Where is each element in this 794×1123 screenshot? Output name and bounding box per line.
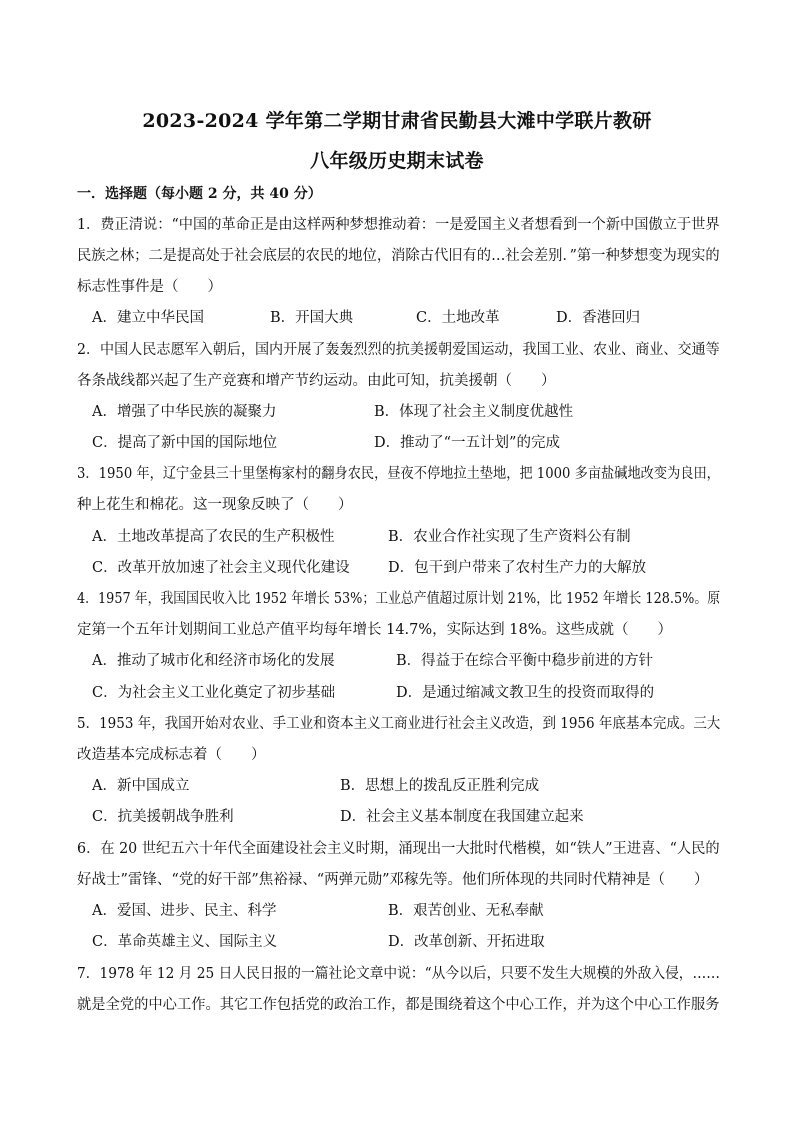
option-c[interactable]: C．为社会主义工业化奠定了初步基础 — [92, 685, 336, 701]
option-b[interactable]: B．艰苦创业、无私奉献 — [388, 903, 544, 919]
question-stem-line: 种上花生和棉花。这一现象反映了（ ） — [77, 497, 353, 513]
option-d[interactable]: D．改革创新、开拓进取 — [388, 934, 545, 950]
question-stem-line: 标志性事件是（ ） — [77, 279, 222, 295]
option-d[interactable]: D．社会主义基本制度在我国建立起来 — [340, 809, 584, 825]
option-a[interactable]: A．土地改革提高了农民的生产积极性 — [92, 529, 335, 545]
question-stem-line: 5．1953 年，我国开始对农业、手工业和资本主义工商业进行社会主义改造，到 1956 年底基本完成。三大 — [77, 716, 721, 732]
option-a[interactable]: A．爱国、进步、民主、科学 — [92, 903, 277, 919]
exam-title-line2: 八年级历史期末试卷 — [310, 150, 484, 172]
exam-title-line1: 2023-2024 学年第二学期甘肃省民勤县大滩中学联片教研 — [142, 110, 652, 132]
question-stem-line: 2．中国人民志愿军入朝后，国内开展了轰轰烈烈的抗美援朝爱国运动，我国工业、农业、商业、交通等 — [77, 342, 720, 358]
option-b[interactable]: B．思想上的拨乱反正胜利完成 — [340, 778, 540, 794]
option-b[interactable]: B．农业合作社实现了生产资料公有制 — [388, 529, 631, 545]
option-b[interactable]: B．体现了社会主义制度优越性 — [374, 404, 574, 420]
option-b[interactable]: B．得益于在综合平衡中稳步前进的方针 — [396, 653, 654, 669]
question-stem-line: 民族之林；二是提高处于社会底层的农民的地位，消除古代旧有的…社会差别．”第一种梦想变为现实的 — [77, 248, 720, 264]
option-d[interactable]: D．香港回归 — [556, 310, 641, 326]
option-d[interactable]: D．包干到户带来了农村生产力的大解放 — [388, 560, 647, 576]
question-stem-line: 7．1978 年 12 月 25 日人民日报的一篇社论文章中说：“从今以后，只要不发生大规模的外敌入侵，…… — [77, 966, 720, 982]
question-stem-line: 各条战线都兴起了生产竞赛和增产节约运动。由此可知，抗美援朝（ ） — [77, 373, 556, 389]
option-a[interactable]: A．建立中华民国 — [92, 310, 204, 326]
option-d[interactable]: D．推动了“一五计划”的完成 — [374, 435, 560, 451]
section-heading: 一．选择题（每小题 2 分，共 40 分） — [77, 186, 322, 202]
question-stem-line: 6．在 20 世纪五六十年代全面建设社会主义时期，涌现出一大批时代楷模，如“铁人”王进喜、“人民的 — [77, 841, 720, 857]
option-d[interactable]: D．是通过缩减文教卫生的投资而取得的 — [396, 685, 655, 701]
option-c[interactable]: C．改革开放加速了社会主义现代化建设 — [92, 560, 350, 576]
option-b[interactable]: B．开国大典 — [270, 310, 354, 326]
option-a[interactable]: A．推动了城市化和经济市场化的发展 — [92, 653, 335, 669]
option-c[interactable]: C．提高了新中国的国际地位 — [92, 435, 278, 451]
question-stem-line: 定第一个五年计划期间工业总产值平均每年增长 14.7%，实际达到 18%。这些成就（ ） — [77, 622, 673, 638]
question-stem-line: 好战士”雷锋、“党的好干部”焦裕禄、“两弹元勋”邓稼先等。他们所体现的共同时代精神是（ ） — [77, 872, 709, 888]
option-c[interactable]: C．革命英雄主义、国际主义 — [92, 934, 278, 950]
question-stem-line: 就是全党的中心工作。其它工作包括党的政治工作，都是围绕着这个中心工作，并为这个中心工作服务 — [77, 997, 720, 1013]
question-stem-line: 改造基本完成标志着（ ） — [77, 747, 266, 763]
question-stem-line: 4．1957 年，我国国民收入比 1952 年增长 53%；工业总产值超过原计划 21%，比 1952 年增长 128.5%。原 — [77, 591, 721, 607]
option-a[interactable]: A．增强了中华民族的凝聚力 — [92, 404, 277, 420]
option-c[interactable]: C．抗美援朝战争胜利 — [92, 809, 234, 825]
question-stem-line: 3．1950 年，辽宁金县三十里堡梅家村的翻身农民，昼夜不停地拉土垫地，把 1000 多亩盐碱地改变为良田， — [77, 466, 720, 482]
question-stem-line: 1．费正清说：“中国的革命正是由这样两种梦想推动着：一是爱国主义者想看到一个新中国傲立于世界 — [77, 217, 720, 233]
option-a[interactable]: A．新中国成立 — [92, 778, 190, 794]
option-c[interactable]: C．土地改革 — [416, 310, 500, 326]
